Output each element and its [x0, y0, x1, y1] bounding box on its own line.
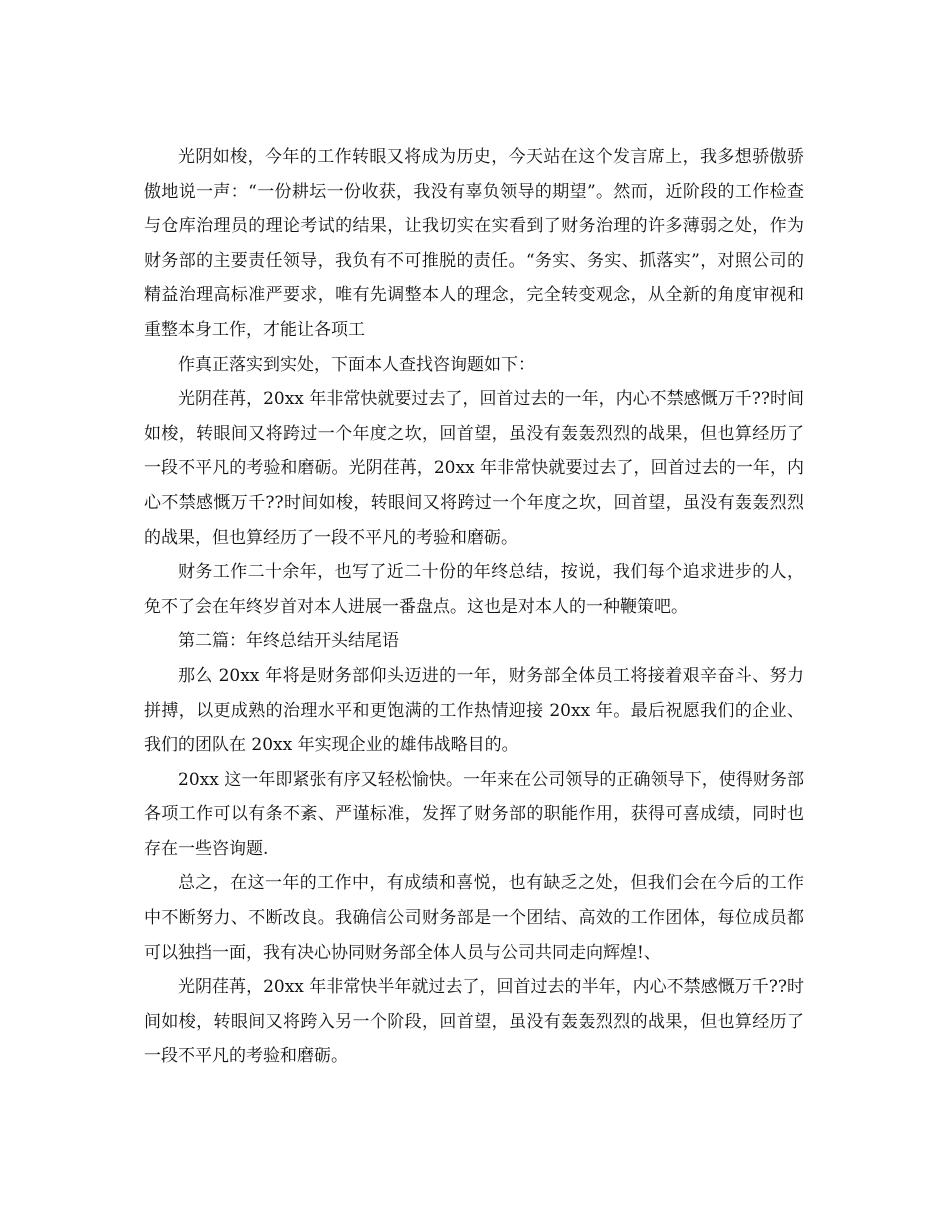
paragraph: 总之，在这一年的工作中，有成绩和喜悦，也有缺乏之处，但我们会在今后的工作中不断努力、不断改良。我确信公司财务部是一个团结、高效的工作团体，每位成员都可以独挡一面，我有决心协同财务部全体人员与公司共同走向辉煌!、 — [144, 873, 804, 963]
paragraph: 光阴如梭，今年的工作转眼又将成为历史，今天站在这个发言席上，我多想骄傲骄傲地说一声：“一份耕坛一份收获，我没有辜负领导的期望”。然而，近阶段的工作检查与仓库治理员的理论考试的结果，让我切实在实看到了财务治理的许多薄弱之处，作为财务部的主要责任领导，我负有不可推脱的责任。“务实、务实、抓落实”，对照公司的精益治理高标准严要求，唯有先调整本人的理念，完全转变观念，从全新的角度审视和重整本身工作，才能让各项工 — [144, 147, 804, 340]
paragraph: 财务工作二十余年，也写了近二十份的年终总结，按说，我们每个追求进步的人，免不了会在年终岁首对本人进展一番盘点。这也是对本人的一种鞭策吧。 — [144, 562, 804, 617]
paragraph: 20xx 这一年即紧张有序又轻松愉快。一年来在公司领导的正确领导下，使得财务部各项工作可以有条不紊、严谨标准，发挥了财务部的职能作用，获得可喜成绩，同时也存在一些咨询题. — [144, 769, 804, 859]
paragraph: 光阴荏苒，20xx 年非常快半年就过去了，回首过去的半年，内心不禁感慨万千??时间如梭，转眼间又将跨入另一个阶段，回首望，虽没有轰轰烈烈的战果，但也算经历了一段不平凡的考验和磨砺。 — [144, 977, 804, 1067]
document-body — [144, 140, 804, 1074]
section-heading: 第二篇：年终总结开头结尾语 — [178, 631, 399, 652]
paragraph: 作真正落实到实处，下面本人查找咨询题如下： — [178, 354, 535, 375]
paragraph: 那么 20xx 年将是财务部仰头迈进的一年，财务部全体员工将接着艰辛奋斗、努力拼搏，以更成熟的治理水平和更饱满的工作热情迎接 20xx 年。最后祝愿我们的企业、我们的团队在 20xx 年实现企业的雄伟战略目的。 — [144, 665, 804, 756]
paragraph: 光阴荏苒，20xx 年非常快就要过去了，回首过去的一年，内心不禁感慨万千??时间如梭，转眼间又将跨过一个年度之坎，回首望，虽没有轰轰烈烈的战果，但也算经历了一段不平凡的考验和磨砺。光阴荏苒，20xx 年非常快就要过去了，回首过去的一年，内心不禁感慨万千??时间如梭，转眼间又将跨过一个年度之坎，回首望，虽没有轰轰烈烈的战果，但也算经历了一段不平凡的考验和磨砺。 — [144, 389, 804, 548]
